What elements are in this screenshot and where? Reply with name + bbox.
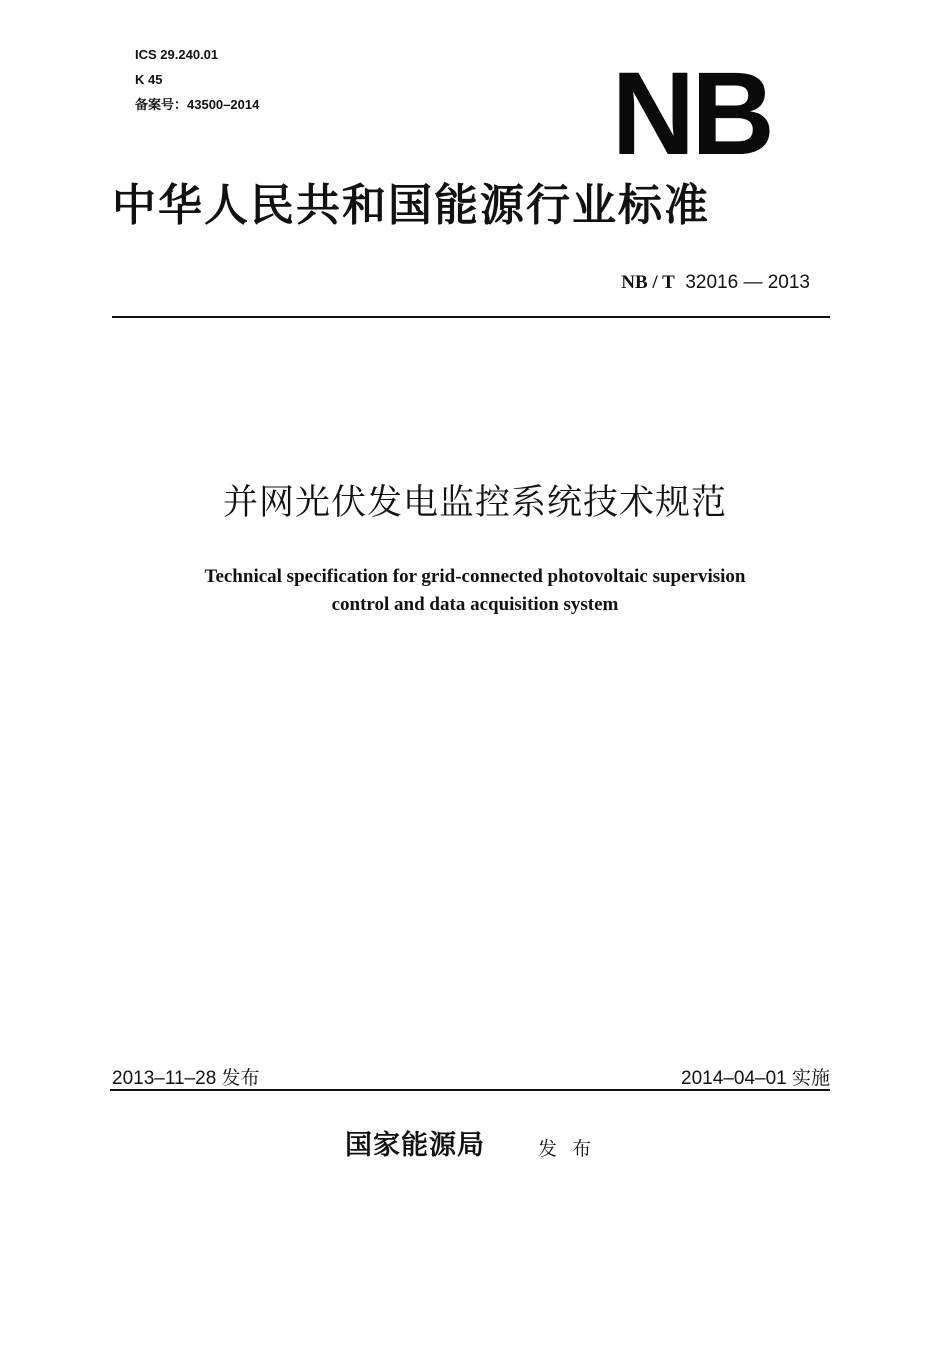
classification-code: K 45 [135,72,163,87]
nb-logo: NB [611,48,771,180]
english-title-line-2: control and data acquisition system [331,594,619,615]
publisher-name: 国家能源局 [345,1130,485,1161]
bottom-divider [110,1089,830,1091]
standard-code-prefix: NB / T [621,272,675,293]
publish-label: 发布 [538,1138,607,1160]
document-title-chinese: 并网光伏发电监控系统技术规范 [222,483,727,523]
ics-code: ICS 29.240.01 [135,47,219,62]
standard-code [621,272,810,294]
metadata-block [135,42,259,117]
issue-date: 2013–11–28 发布 [112,1068,260,1089]
record-number: 备案号：43500–2014 [135,97,260,112]
english-title-line-1: Technical specification for grid-connected photovoltaic supervision [204,566,746,587]
implementation-date: 2014–04–01 实施 [681,1068,830,1089]
top-divider [112,316,830,318]
standard-category-title: 中华人民共和国能源行业标准 [112,180,710,231]
document-title-english [0,563,950,619]
standard-code-number: 32016 — 2013 [685,272,810,293]
